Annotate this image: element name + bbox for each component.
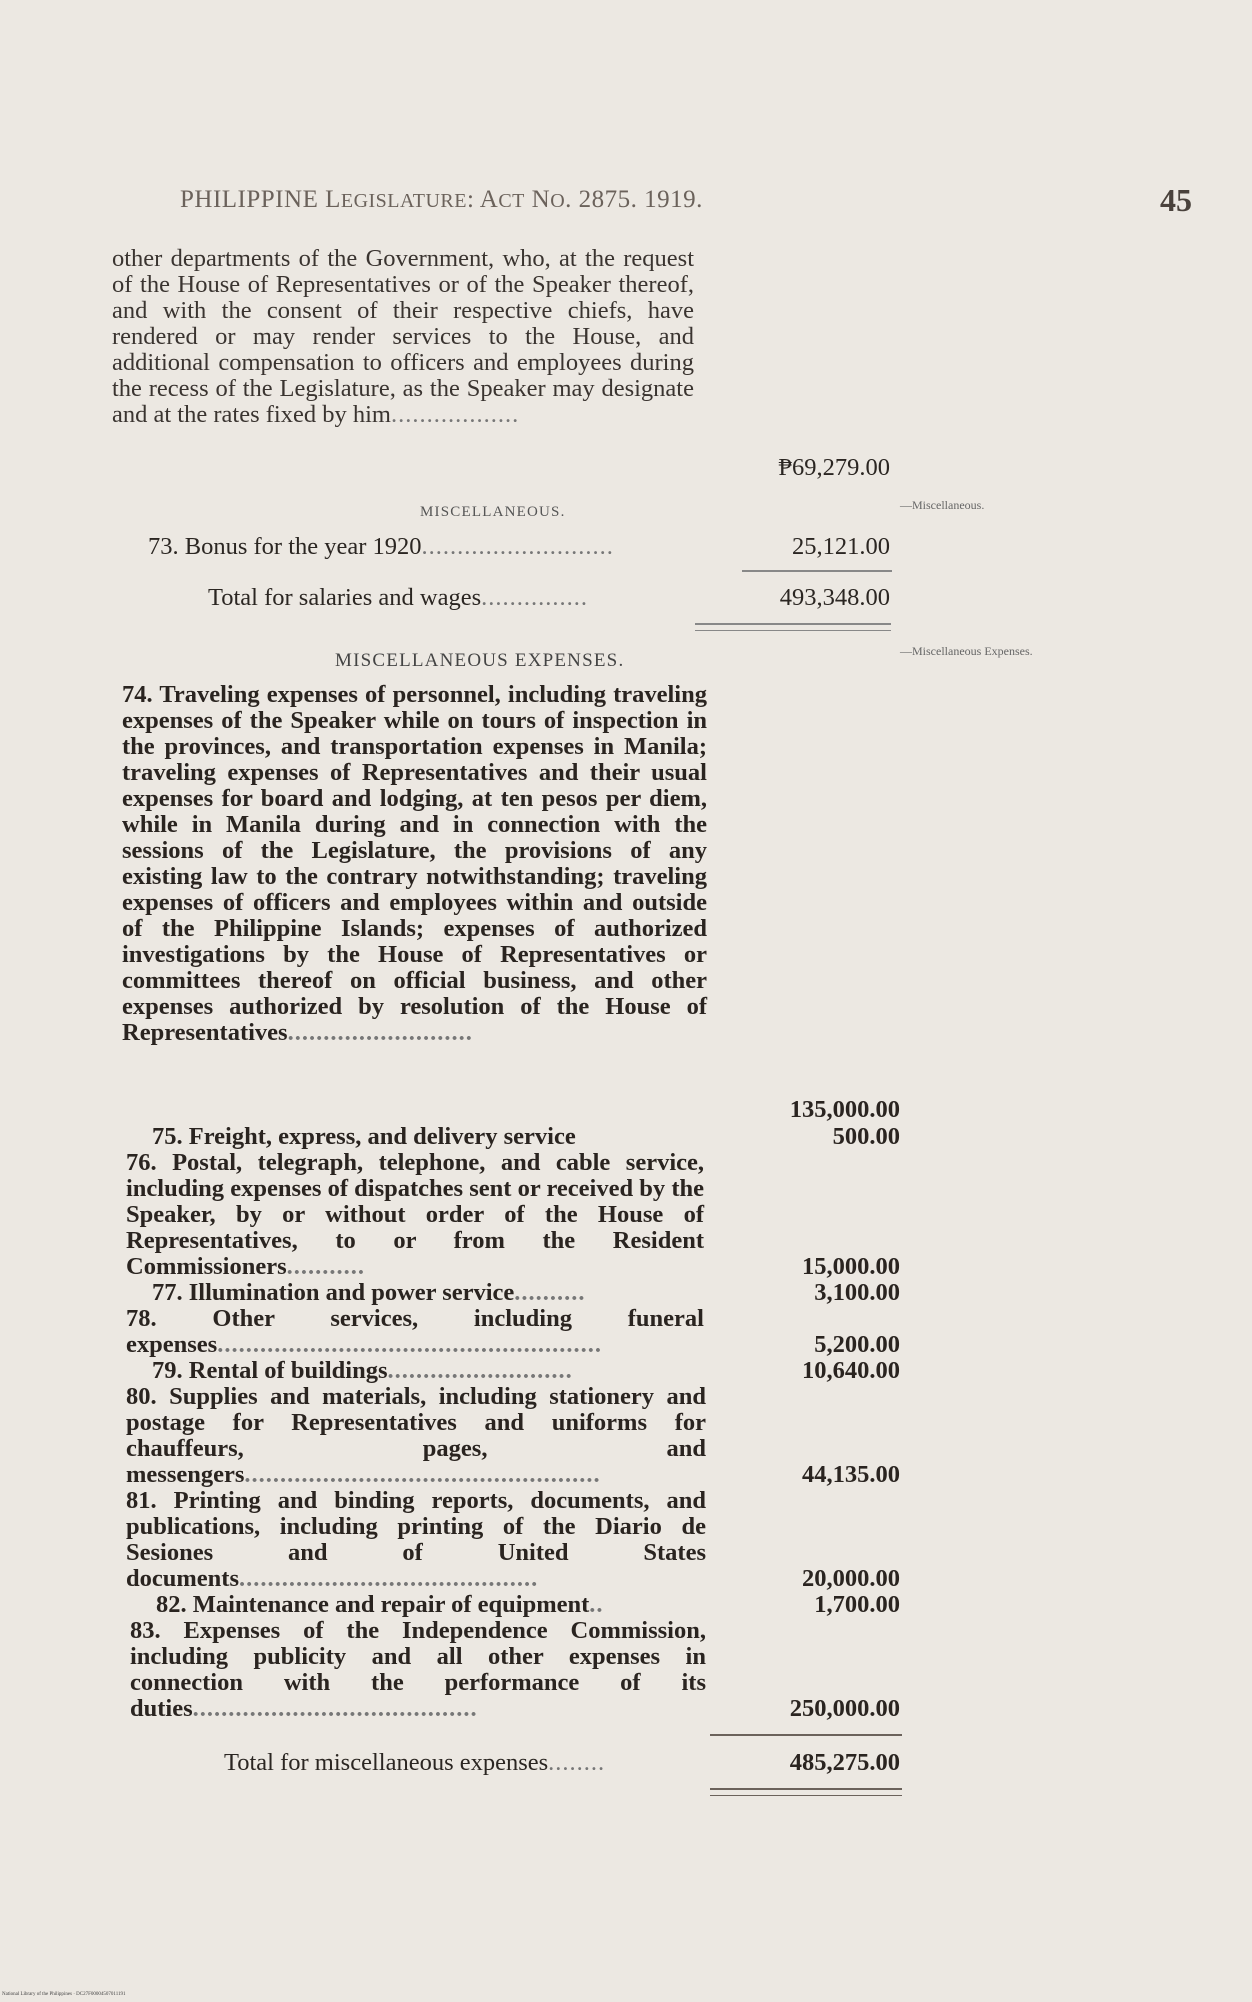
item-75: 75. Freight, express, and delivery service bbox=[152, 1123, 576, 1150]
item-78 bbox=[126, 1306, 704, 1358]
item-74-amount: 135,000.00 bbox=[789, 1096, 900, 1123]
item-83-amount: 250,000.00 bbox=[789, 1695, 900, 1722]
item-83-text: 83. Expenses of the Independence Commission, including publicity and all other expenses in connection with the performance of its duties bbox=[130, 1617, 706, 1722]
total-salaries-amount: 493,348.00 bbox=[779, 584, 890, 611]
item-78-text: 78. Other services, including funeral expenses bbox=[126, 1305, 704, 1358]
item-83 bbox=[130, 1618, 706, 1722]
misc-side-note: —Miscellaneous. bbox=[900, 498, 985, 512]
scan-footer: National Library of the Philippines · DC27F00004507011191 bbox=[2, 1992, 126, 1997]
item-81-text: 81. Printing and binding reports, documents, and publications, including printing of the Diario de Sesiones and of United States documents bbox=[126, 1487, 706, 1592]
total-misc-double-rule bbox=[710, 1795, 902, 1796]
subtotal-rule bbox=[742, 570, 892, 572]
item-74-text: 74. Traveling expenses of personnel, including traveling expenses of the Speaker while on tours of inspection in the provinces, and transportation expenses in Manila; traveling expenses of Representatives and their usual expenses for board and lodging, at ten pesos per diem, while in Manila during and in connection with the sessions of the Legislature, the provisions of any existing law to the contrary notwithstanding; traveling expenses of officers and employees within and outside of the Philippine Islands; expenses of authorized investigations by the House of Representatives or committees thereof on official business, and other expenses authorized by resolution of the House of Representatives bbox=[122, 681, 707, 1046]
item-76-amount: 15,000.00 bbox=[802, 1253, 900, 1280]
item-81-amount: 20,000.00 bbox=[802, 1565, 900, 1592]
intro-text: other departments of the Government, who, at the request of the House of Representatives or of the Speaker thereof, and with the consent of their respective chiefs, have rendered or may render services to the House, and additional compensation to officers and employees during the recess of the Legislature, as the Speaker may designate and at the rates fixed by him bbox=[112, 245, 694, 428]
item-73-label: 73. Bonus for the year 1920 bbox=[148, 533, 422, 560]
misc-expenses-side-note: —Miscellaneous Expenses. bbox=[900, 644, 1033, 658]
total-misc-label: Total for miscellaneous expenses bbox=[224, 1749, 549, 1776]
misc-subtotal-rule bbox=[710, 1734, 902, 1736]
total-misc-amount: 485,275.00 bbox=[789, 1749, 900, 1776]
total-salaries-label: Total for salaries and wages bbox=[208, 584, 482, 611]
item-80-text: 80. Supplies and materials, including stationery and postage for Representatives and uniforms for chauffeurs, pages, and messengers bbox=[126, 1383, 706, 1488]
total-misc-rule bbox=[710, 1788, 902, 1790]
item-77-amount: 3,100.00 bbox=[814, 1279, 900, 1306]
item-80-amount: 44,135.00 bbox=[802, 1461, 900, 1488]
intro-paragraph bbox=[112, 246, 694, 428]
misc-expenses-heading: MISCELLANEOUS EXPENSES. bbox=[335, 650, 625, 671]
total-salaries-row bbox=[208, 585, 588, 611]
leader-dots: ........................................ bbox=[192, 1695, 478, 1722]
leader-dots: ........... bbox=[286, 1253, 365, 1280]
item-77-row bbox=[152, 1280, 586, 1306]
item-80 bbox=[126, 1384, 706, 1488]
leader-dots: ...................................................... bbox=[217, 1331, 602, 1358]
page-number: 45 bbox=[1160, 182, 1192, 218]
leader-dots: ........................... bbox=[421, 533, 614, 560]
item-73-amount: 25,121.00 bbox=[792, 533, 890, 560]
item-82-amount: 1,700.00 bbox=[814, 1591, 900, 1618]
leader-dots: .......................................... bbox=[238, 1565, 539, 1592]
leader-dots: ............... bbox=[481, 584, 588, 611]
leader-dots: .......................... bbox=[287, 1019, 473, 1046]
item-79-label: 79. Rental of buildings bbox=[152, 1357, 388, 1384]
total-rule bbox=[695, 623, 891, 625]
leader-dots: .................. bbox=[390, 401, 520, 428]
total-double-rule bbox=[695, 630, 891, 631]
item-79-amount: 10,640.00 bbox=[802, 1357, 900, 1384]
item-81 bbox=[126, 1488, 706, 1592]
item-76 bbox=[126, 1150, 704, 1280]
item-76-text: 76. Postal, telegraph, telephone, and cable service, including expenses of dispatches sent or received by the Speaker, by or without order of the House of Representatives, to or from the Resident Commissioners bbox=[126, 1149, 704, 1280]
leader-dots: .......................... bbox=[387, 1357, 573, 1384]
leader-dots: .................................................. bbox=[244, 1461, 601, 1488]
total-misc-row bbox=[224, 1750, 605, 1776]
leader-dots: .. bbox=[589, 1591, 604, 1618]
misc-heading: MISCELLANEOUS. bbox=[420, 504, 566, 520]
item-73-row bbox=[148, 534, 614, 560]
leader-dots: ........ bbox=[548, 1749, 606, 1776]
item-78-amount: 5,200.00 bbox=[814, 1331, 900, 1358]
item-77-label: 77. Illumination and power service bbox=[152, 1279, 515, 1306]
item-82-row bbox=[156, 1592, 604, 1618]
item-79-row bbox=[152, 1358, 573, 1384]
leader-dots: .......... bbox=[514, 1279, 586, 1306]
item-82-label: 82. Maintenance and repair of equipment bbox=[156, 1591, 590, 1618]
item-74 bbox=[122, 682, 707, 1046]
intro-amount: ₱69,279.00 bbox=[778, 454, 890, 481]
item-75-amount: 500.00 bbox=[832, 1123, 900, 1150]
running-header: PHILIPPINE LEGISLATURE: ACT NO. 2875. 1919. bbox=[180, 186, 703, 213]
